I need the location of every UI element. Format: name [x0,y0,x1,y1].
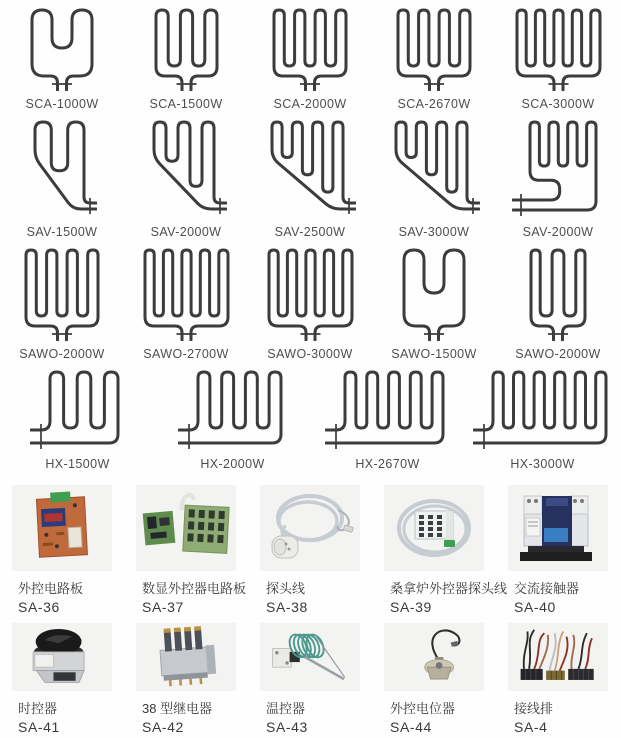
heater-model-label: SAV-3000W [398,225,470,239]
heater-item [390,5,478,113]
product-photo-probe-cable [260,485,360,571]
product-code-label: SA-36 [18,599,60,615]
heater-item [18,245,106,363]
heater-item [30,367,125,473]
heater-row-2 [0,117,621,241]
heater-element-drawing [261,245,360,341]
product-name-label: 外控电路板 [18,581,84,596]
product-item [496,623,620,735]
heater-model-label: SAV-2000W [150,225,222,239]
product-code-label: SA-43 [266,719,308,735]
heater-element-drawing [390,5,478,91]
heater-element-drawing [178,367,288,451]
product-photo-thermostat [260,623,360,691]
heater-model-label: SAWO-2700W [143,347,229,361]
product-name-label: 38 型继电器 [142,701,213,716]
product-item [372,623,496,735]
product-photo-timer [12,623,112,691]
heater-row-3 [0,245,621,363]
product-code-label: SA-37 [142,599,184,615]
product-code-label: SA-42 [142,719,184,735]
heater-item [509,5,608,113]
heater-model-label: SCA-2670W [397,97,471,111]
product-item [372,485,508,615]
heater-item [146,117,227,241]
product-photo [260,623,360,691]
heater-element-drawing [396,245,472,341]
product-row-1 [0,485,621,615]
product-name-label: 温控器 [266,701,306,716]
heater-element-drawing [24,5,100,91]
heater-item [512,117,604,241]
product-photo [384,623,484,691]
product-photo [12,623,112,691]
heater-model-label: HX-2000W [200,457,265,471]
accessory-products-section [0,485,621,735]
heater-element-drawing [523,245,593,341]
heater-item [137,245,236,363]
heater-element-drawing [266,5,354,91]
product-photo-terminal-strip [508,623,608,691]
product-photo-controller-cable [384,485,484,571]
product-row-2 [0,623,621,735]
product-item [248,623,372,735]
product-name-label: 交流接触器 [514,581,580,596]
product-photo [136,485,236,571]
product-code-label: SA-40 [514,599,556,615]
product-photo [508,623,608,691]
heater-item [261,245,360,363]
heater-model-label: SAV-2000W [522,225,594,239]
product-item [496,485,620,615]
heater-item [27,117,98,241]
heater-model-label: SCA-1000W [25,97,99,111]
heater-model-label: SCA-2000W [273,97,347,111]
product-name-label: 数显外控器电路板 [142,581,247,596]
heater-model-label: SAWO-1500W [391,347,477,361]
product-name-label: 探头线 [266,581,306,596]
heater-item [266,5,354,113]
heater-elements-section [0,5,621,473]
heater-item [24,5,100,113]
product-item [0,485,124,615]
heater-item [178,367,288,473]
heater-element-drawing [325,367,450,451]
product-code-label: SA-41 [18,719,60,735]
heater-item [264,117,356,241]
product-photo [260,485,360,571]
heater-model-label: HX-3000W [510,457,575,471]
heater-element-drawing [27,117,97,219]
product-item [124,485,248,615]
product-photo [136,623,236,691]
heater-element-drawing [509,5,608,91]
product-item [0,623,124,735]
heater-item [388,117,480,241]
product-name-label: 外控电位器 [390,701,456,716]
product-photo-board-orange [12,485,112,571]
product-photo-board-green [136,485,236,571]
product-photo [12,485,112,571]
product-photo [384,485,484,571]
product-code-label: SA-38 [266,599,308,615]
heater-model-label: HX-1500W [45,457,110,471]
heater-element-drawing [30,367,125,451]
heater-element-drawing [512,117,604,219]
product-photo-potentiometer [384,623,484,691]
heater-element-drawing [388,117,480,219]
heater-item [325,367,450,473]
product-item [124,623,248,735]
heater-item [515,245,601,363]
heater-item [473,367,613,473]
product-code-label: SA-39 [390,599,432,615]
heater-item [148,5,225,113]
heater-model-label: SCA-3000W [521,97,595,111]
heater-model-label: SCA-1500W [149,97,223,111]
product-photo [508,485,608,571]
product-photo-contactor [508,485,608,571]
heater-model-label: SAWO-2000W [19,347,105,361]
heater-model-label: SAWO-2000W [515,347,601,361]
heater-element-drawing [18,245,106,341]
heater-element-drawing [473,367,613,451]
heater-row-4 [0,367,621,473]
heater-element-drawing [264,117,356,219]
product-code-label: SA-4 [514,719,548,735]
product-code-label: SA-44 [390,719,432,735]
product-photo-relay [136,623,236,691]
product-name-label: 接线排 [514,701,554,716]
product-item [248,485,372,615]
heater-model-label: SAWO-3000W [267,347,353,361]
heater-element-drawing [148,5,225,91]
product-name-label: 桑拿炉外控器探头线 [390,581,508,596]
heater-model-label: SAV-2500W [274,225,346,239]
heater-element-drawing [137,245,236,341]
product-name-label: 时控器 [18,701,58,716]
heater-model-label: SAV-1500W [26,225,98,239]
heater-row-1 [0,5,621,113]
heater-item [391,245,477,363]
heater-model-label: HX-2670W [355,457,420,471]
heater-element-drawing [146,117,227,219]
